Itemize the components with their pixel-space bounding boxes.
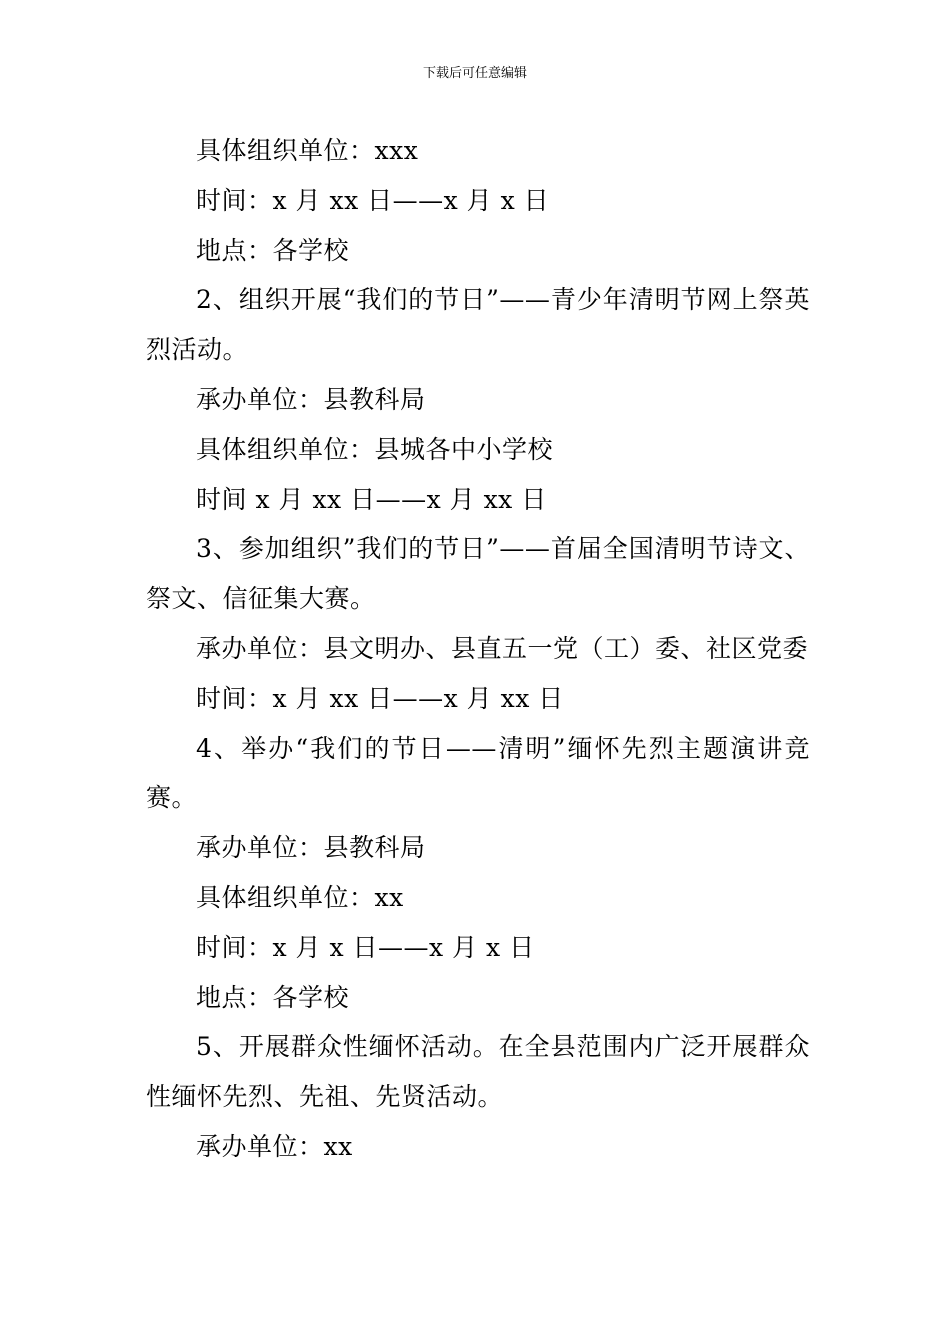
paragraph: 地点：各学校 — [196, 982, 350, 1012]
paragraph: 3、参加组织”我们的节日”——首届全国清明节诗文、祭文、信征集大赛。 — [146, 534, 810, 614]
paragraph: 具体组织单位：xxx — [196, 136, 419, 165]
paragraph: 承办单位：县教科局 — [196, 833, 426, 863]
paragraph: 承办单位：县教科局 — [196, 384, 426, 414]
paragraph: 5、开展群众性缅怀活动。在全县范围内广泛开展群众性缅怀先烈、先祖、先贤活动。 — [146, 1032, 810, 1112]
paragraph: 具体组织单位：县城各中小学校 — [196, 434, 554, 464]
paragraph: 具体组织单位：xx — [196, 882, 404, 912]
paragraph: 时间：x 月 x 日——x 月 x 日 — [196, 932, 535, 962]
paragraph: 时间：x 月 xx 日——x 月 x 日 — [196, 185, 550, 215]
paragraph: 地点：各学校 — [196, 235, 350, 265]
paragraph: 4、举办“我们的节日——清明”缅怀先烈主题演讲竞赛。 — [146, 733, 810, 813]
paragraph: 承办单位：县文明办、县直五一党（工）委、社区党委 — [196, 633, 809, 663]
paragraph: 承办单位：xx — [196, 1131, 353, 1161]
paragraph: 2、组织开展“我们的节日”——青少年清明节网上祭英烈活动。 — [146, 285, 810, 365]
document-body — [146, 126, 810, 1172]
page-header: 下载后可任意编辑 — [422, 66, 527, 81]
paragraph: 时间：x 月 xx 日——x 月 xx 日 — [196, 683, 564, 713]
paragraph: 时间 x 月 xx 日——x 月 xx 日 — [196, 484, 547, 514]
